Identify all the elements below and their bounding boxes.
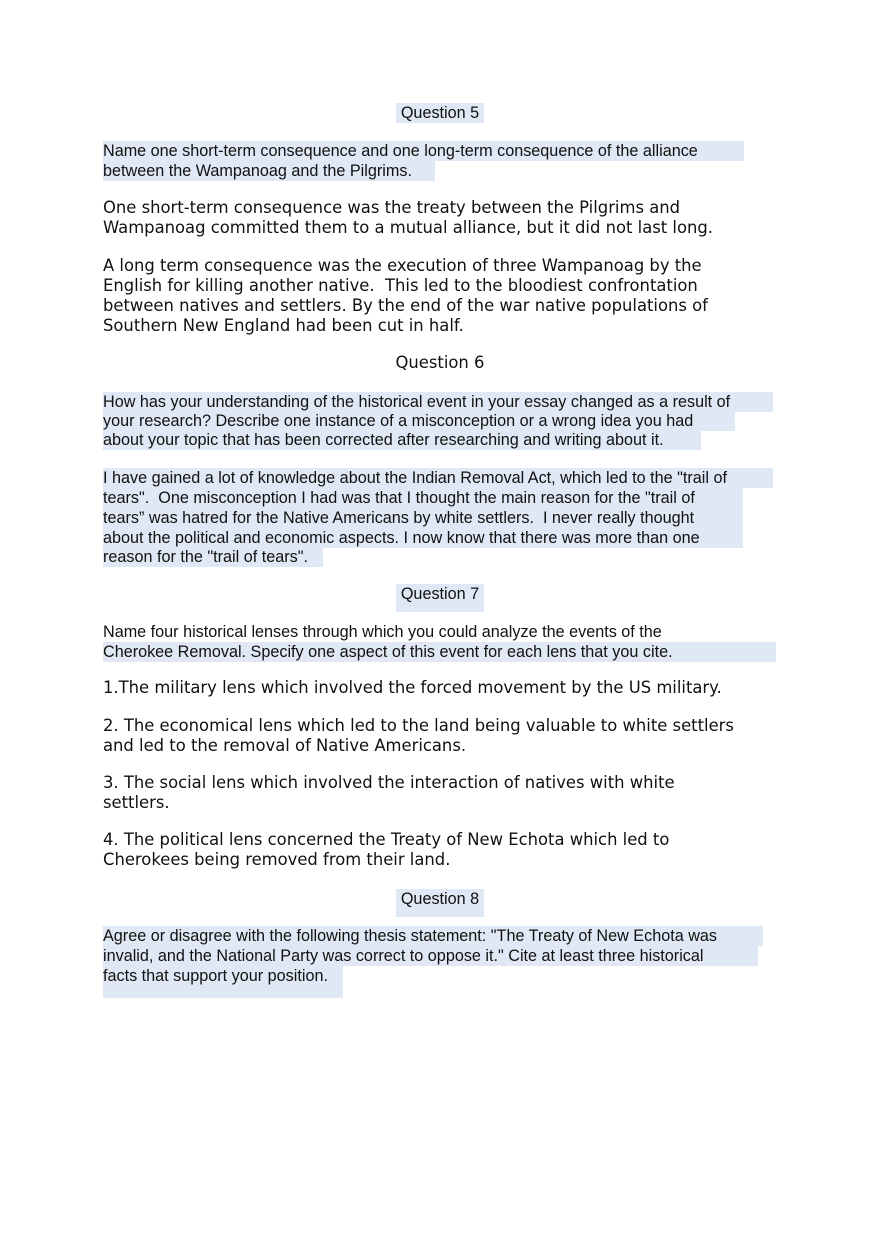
q5-answer1-line: Wampanoag committed them to a mutual alliance, but it did not last long.: [103, 218, 713, 237]
q8-prompt-line: Agree or disagree with the following thesis statement: "The Treaty of New Echota was: [103, 926, 763, 946]
q6-answer-line: I have gained a lot of knowledge about the Indian Removal Act, which led to the "trail of: [103, 468, 773, 488]
q7-prompt-line: Cherokee Removal. Specify one aspect of this event for each lens that you cite.: [103, 642, 776, 662]
q5-answer2-line: English for killing another native. This led to the bloodiest confrontation: [103, 276, 698, 295]
q7-item3-line: settlers.: [103, 793, 170, 812]
q7-item2-line: 2. The economical lens which led to the land being valuable to white settlers: [103, 716, 734, 735]
q7-item2-line: and led to the removal of Native Americans.: [103, 736, 467, 755]
q6-prompt-line: How has your understanding of the historical event in your essay changed as a result of: [103, 392, 773, 412]
q7-prompt-line: Name four historical lenses through which you could analyze the events of the: [103, 623, 662, 641]
q6-answer-line: tears” was hatred for the Native Americans by white settlers. I never really thought: [103, 508, 743, 528]
q6-prompt-line: about your topic that has been corrected after researching and writing about it.: [103, 430, 701, 450]
q6-prompt-line: your research? Describe one instance of a misconception or a wrong idea you had: [103, 411, 735, 431]
q5-answer2-line: Southern New England had been cut in half.: [103, 316, 464, 335]
q7-heading: Question 7: [396, 584, 484, 612]
q5-answer2-line: A long term consequence was the execution of three Wampanoag by the: [103, 256, 702, 275]
q7-item4-line: Cherokees being removed from their land.: [103, 850, 451, 869]
q5-prompt-line: between the Wampanoag and the Pilgrims.: [103, 161, 435, 181]
q8-heading: Question 8: [396, 889, 484, 917]
q6-answer-line: about the political and economic aspects. I now know that there was more than one: [103, 528, 743, 548]
q8-prompt-line: invalid, and the National Party was correct to oppose it." Cite at least three historical: [103, 946, 758, 966]
q5-heading: Question 5: [396, 103, 484, 123]
q8-prompt-line: facts that support your position.: [103, 966, 343, 998]
q6-answer-line: reason for the "trail of tears".: [103, 547, 323, 567]
q6-answer-line: tears". One misconception I had was that I thought the main reason for the "trail of: [103, 488, 743, 508]
q6-heading: Question 6: [395, 353, 485, 372]
q5-answer1-line: One short-term consequence was the treaty between the Pilgrims and: [103, 198, 681, 217]
q5-answer2-line: between natives and settlers. By the end of the war native populations of: [103, 296, 708, 315]
q5-prompt-line: Name one short-term consequence and one long-term consequence of the alliance: [103, 141, 744, 161]
q7-item3-line: 3. The social lens which involved the interaction of natives with white: [103, 773, 675, 792]
q7-item-military: 1.The military lens which involved the forced movement by the US military.: [103, 678, 722, 697]
q7-item4-line: 4. The political lens concerned the Treaty of New Echota which led to: [103, 830, 670, 849]
